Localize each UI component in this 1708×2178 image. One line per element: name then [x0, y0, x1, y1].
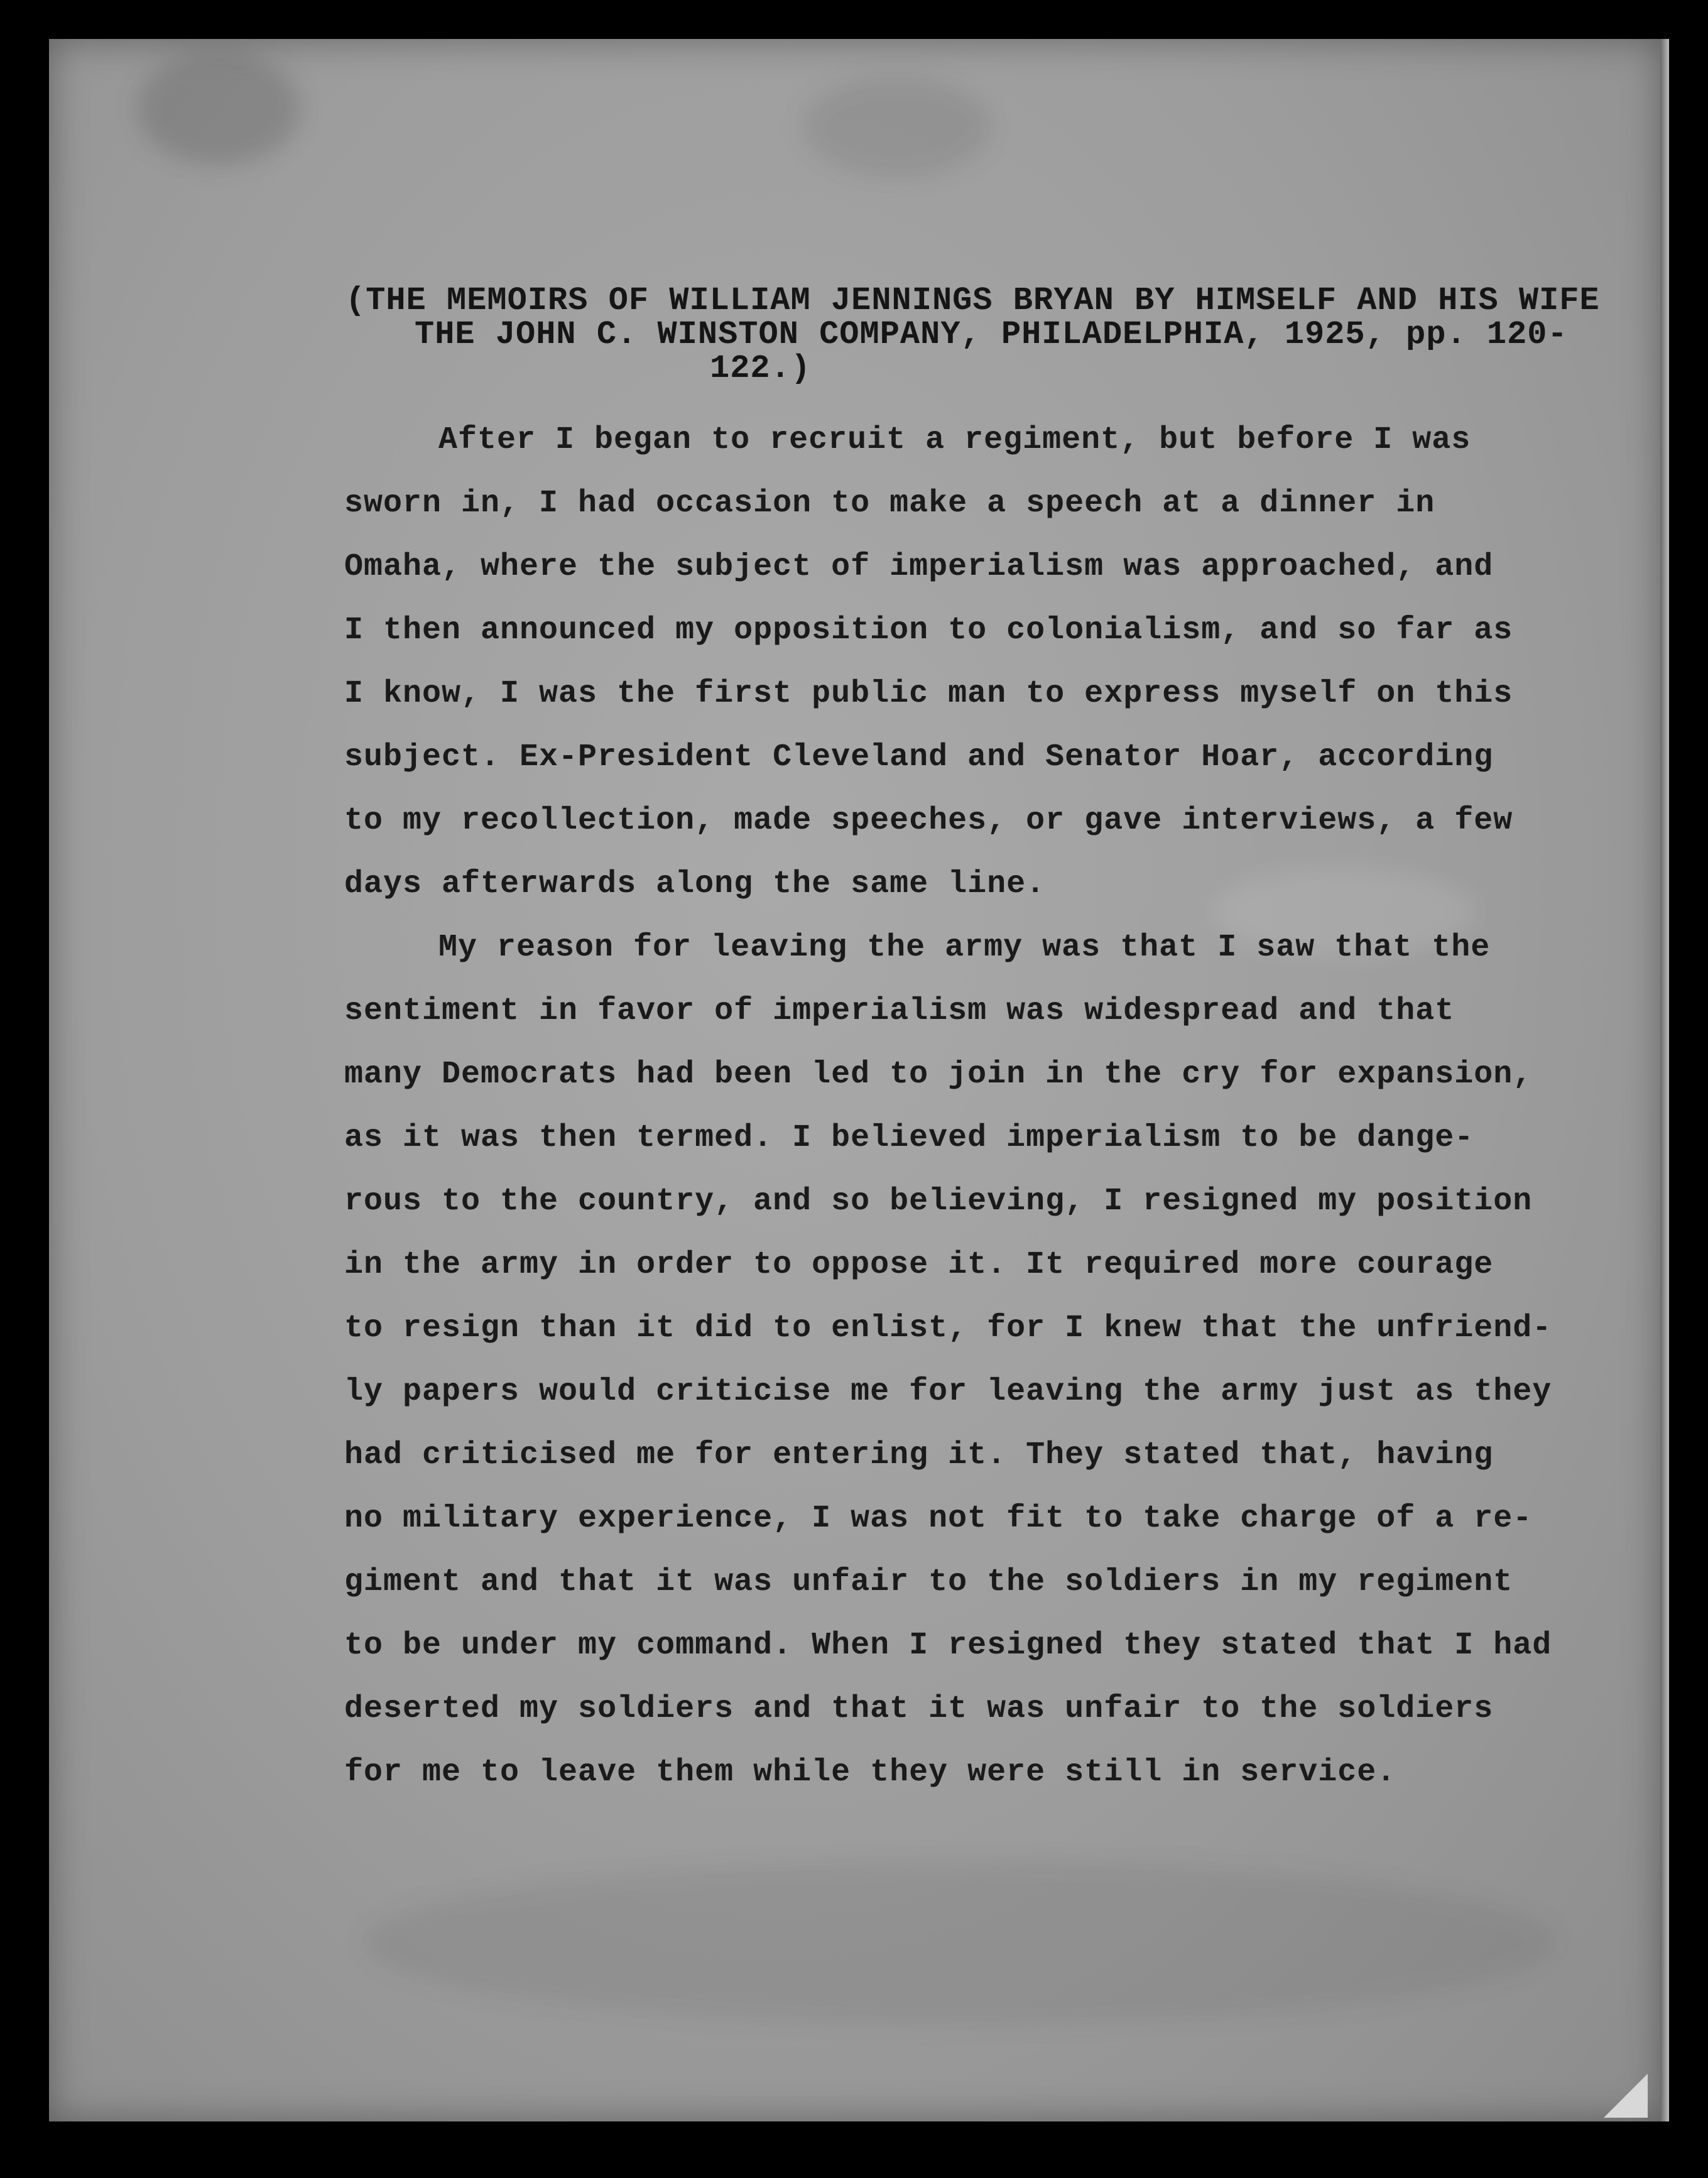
memoir-excerpt	[344, 408, 1569, 1804]
source-citation	[345, 282, 1600, 387]
text-line: subject. Ex-President Cleveland and Senator Hoar, according	[344, 739, 1494, 775]
text-line: My reason for leaving the army was that I saw that the	[438, 930, 1491, 966]
text-line: rous to the country, and so believing, I resigned my position	[344, 1184, 1533, 1219]
text-line: Omaha, where the subject of imperialism was approached, and	[344, 549, 1494, 585]
text-line: in the army in order to oppose it. It required more courage	[344, 1247, 1494, 1283]
citation-line-1: (THE MEMOIRS OF WILLIAM JENNINGS BRYAN BY HIMSELF AND HIS WIFE	[345, 282, 1600, 319]
text-line: sentiment in favor of imperialism was widespread and that	[344, 993, 1455, 1029]
text-line: to my recollection, made speeches, or gave interviews, a few	[344, 803, 1513, 839]
text-line: to resign than it did to enlist, for I knew that the unfriend-	[344, 1310, 1552, 1346]
bleed-through	[363, 1861, 1557, 2024]
text-line: days afterwards along the same line.	[344, 866, 1046, 902]
text-line: no military experience, I was not fit to take charge of a re-	[344, 1501, 1533, 1537]
text-line: for me to leave them while they were still in service.	[344, 1755, 1396, 1790]
text-line: I then announced my opposition to colonialism, and so far as	[344, 613, 1513, 648]
text-line: as it was then termed. I believed imperialism to be dange-	[344, 1120, 1474, 1156]
citation-line-3: 122.)	[710, 350, 812, 387]
text-line: ly papers would criticise me for leaving the army just as they	[344, 1374, 1552, 1410]
citation-line-2: THE JOHN C. WINSTON COMPANY, PHILADELPHIA, 1925, pp. 120-	[415, 316, 1568, 353]
text-line: had criticised me for entering it. They stated that, having	[344, 1437, 1494, 1473]
page-corner-fold	[1604, 2074, 1648, 2118]
page-edge	[1660, 39, 1669, 2121]
text-line: deserted my soldiers and that it was unfair to the soldiers	[344, 1691, 1494, 1727]
text-line: After I began to recruit a regiment, but before I was	[438, 422, 1471, 458]
text-line: to be under my command. When I resigned they stated that I had	[344, 1628, 1552, 1663]
text-line: many Democrats had been led to join in the cry for expansion,	[344, 1057, 1533, 1092]
text-line: I know, I was the first public man to express myself on this	[344, 676, 1513, 712]
ink-smudge	[137, 52, 300, 165]
text-line: giment and that it was unfair to the soldiers in my regiment	[344, 1564, 1513, 1600]
ink-smudge	[803, 77, 991, 177]
text-line: sworn in, I had occasion to make a speech at a dinner in	[344, 486, 1435, 521]
